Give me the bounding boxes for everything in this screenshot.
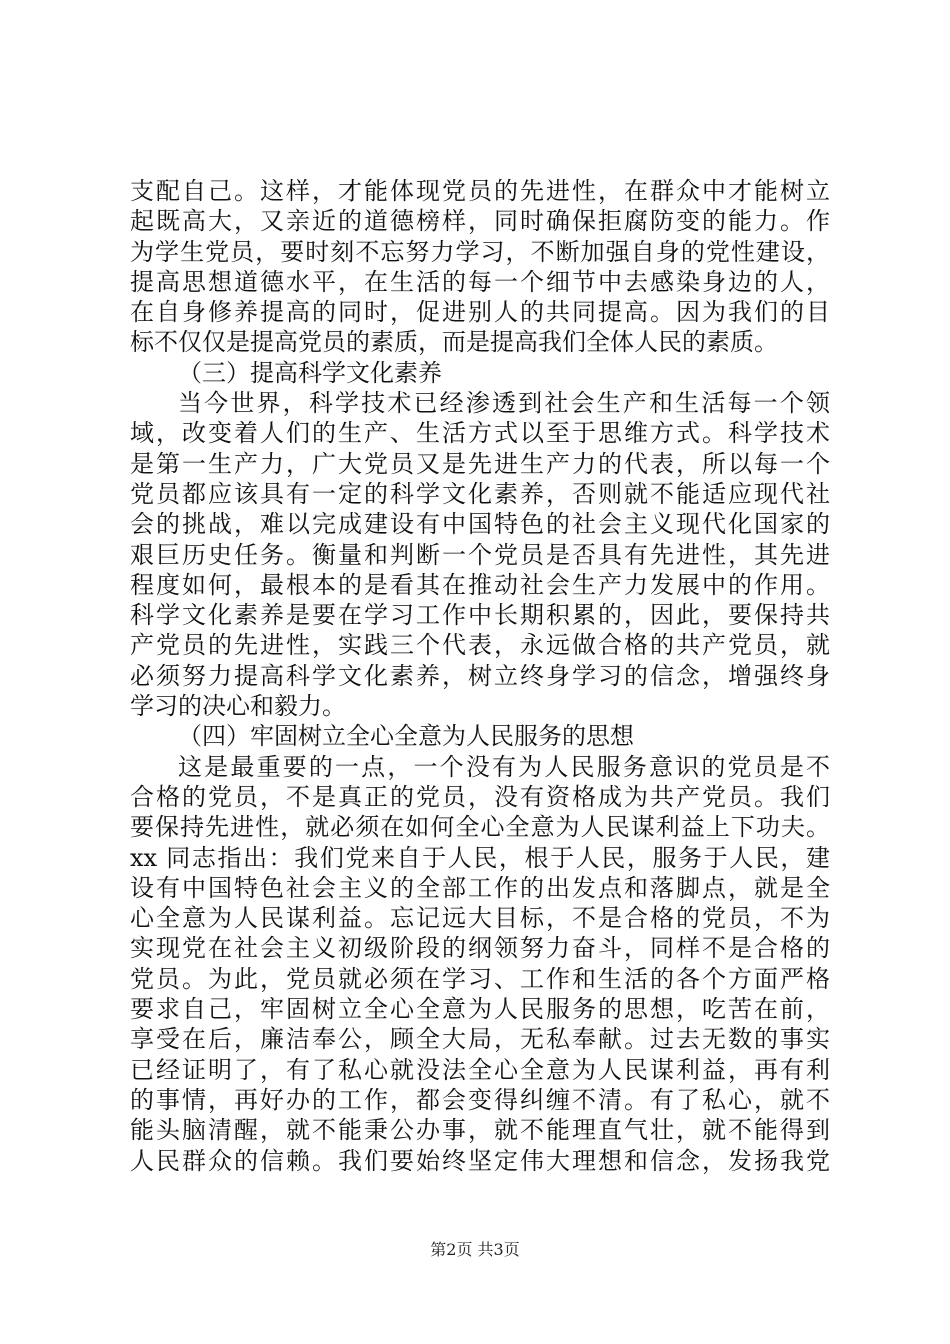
text-line: 提高思想道德水平，在生活的每一个细节中去感染身边的人，	[130, 267, 830, 296]
text-line: 艰巨历史任务。衡量和判断一个党员是否具有先进性，其先进	[130, 540, 830, 569]
text-line: 标不仅仅是提高党员的素质，而是提高我们全体人民的素质。	[130, 328, 778, 357]
text-line: 人民群众的信赖。我们要始终坚定伟大理想和信念，发扬我党	[130, 1146, 830, 1175]
text-line: 在自身修养提高的同时，促进别人的共同提高。因为我们的目	[130, 298, 830, 327]
text-line: 产党员的先进性，实践三个代表，永远做合格的共产党员，就	[130, 631, 830, 660]
text-line: 这是最重要的一点，一个没有为人民服务意识的党员是不	[178, 752, 830, 781]
text-line: 域，改变着人们的生产、生活方式以至于思维方式。科学技术	[130, 419, 830, 448]
paragraph	[130, 752, 830, 1176]
text-line: 科学文化素养是要在学习工作中长期积累的，因此，要保持共	[130, 601, 830, 630]
text-line: 党员。为此，党员就必须在学习、工作和生活的各个方面严格	[130, 964, 830, 993]
text-line: xx 同志指出：我们党来自于人民，根于人民，服务于人民，建	[130, 843, 830, 872]
section-heading: （三）提高科学文化素养	[178, 358, 442, 387]
text-line: 党员都应该具有一定的科学文化素养，否则就不能适应现代社	[130, 479, 830, 508]
page-number-footer: 第2页 共3页	[430, 1240, 520, 1259]
text-line: 要保持先进性，就必须在如何全心全意为人民谋利益上下功夫。	[130, 813, 830, 842]
paragraph	[130, 176, 830, 358]
text-line: 为学生党员，要时刻不忘努力学习，不断加强自身的党性建设，	[130, 237, 830, 266]
text-line: 已经证明了，有了私心就没法全心全意为人民谋利益，再有利	[130, 1055, 830, 1084]
text-line: 合格的党员，不是真正的党员，没有资格成为共产党员。我们	[130, 782, 830, 811]
text-line: 程度如何，最根本的是看其在推动社会生产力发展中的作用。	[130, 570, 830, 599]
text-line: 起既高大，又亲近的道德榜样，同时确保拒腐防变的能力。作	[130, 207, 830, 236]
text-line: 支配自己。这样，才能体现党员的先进性，在群众中才能树立	[130, 177, 830, 205]
text-line: 心全意为人民谋利益。忘记远大目标，不是合格的党员，不为	[130, 904, 830, 933]
document-page	[130, 176, 830, 1176]
text-line: 的事情，再好办的工作，都会变得纠缠不清。有了私心，就不	[130, 1085, 830, 1114]
section-heading: （四）牢固树立全心全意为人民服务的思想	[178, 722, 634, 751]
paragraph	[130, 388, 830, 721]
text-line: 设有中国特色社会主义的全部工作的出发点和落脚点，就是全	[130, 873, 830, 902]
text-line: 当今世界，科学技术已经渗透到社会生产和生活每一个领	[178, 389, 830, 418]
text-line: 必须努力提高科学文化素养，树立终身学习的信念，增强终身	[130, 661, 830, 690]
text-line: 能头脑清醒，就不能秉公办事，就不能理直气壮，就不能得到	[130, 1116, 830, 1145]
text-line: 要求自己，牢固树立全心全意为人民服务的思想，吃苦在前，	[130, 995, 830, 1024]
text-line: 会的挑战，难以完成建设有中国特色的社会主义现代化国家的	[130, 510, 830, 539]
text-line: 享受在后，廉洁奉公，顾全大局，无私奉献。过去无数的事实	[130, 1025, 830, 1054]
text-line: 是第一生产力，广大党员又是先进生产力的代表，所以每一个	[130, 449, 830, 478]
text-line: 实现党在社会主义初级阶段的纲领努力奋斗，同样不是合格的	[130, 934, 830, 963]
text-line: 学习的决心和毅力。	[130, 692, 346, 721]
